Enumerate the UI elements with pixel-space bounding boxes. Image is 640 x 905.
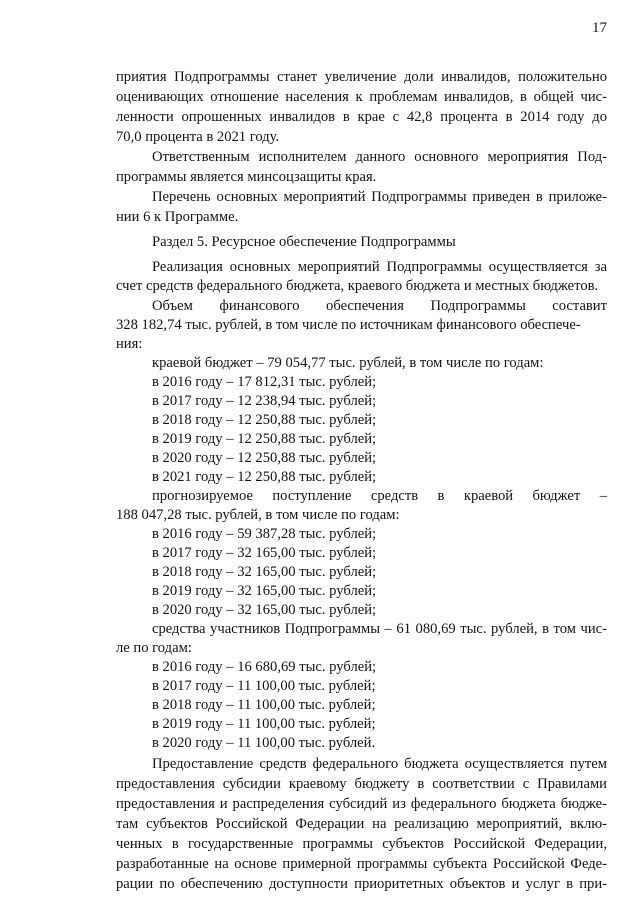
text-line: в 2018 году – 32 165,00 тыс. рублей; [152,564,377,580]
text-line: прогнозируемое поступление средств в краевой бюджет – [152,488,607,504]
text-line: в 2019 году – 32 165,00 тыс. рублей; [152,583,377,599]
text-line: 328 182,74 тыс. рублей, в том числе по источникам финансового обеспече- [116,317,581,333]
page-number: 17 [592,20,607,36]
text-line: разработанные на основе примерной программы субъекта Российской Феде- [116,856,607,872]
section-heading: Раздел 5. Ресурсное обеспечение Подпрограммы [152,234,456,250]
text-line: приятия Подпрограммы станет увеличение доли инвалидов, положительно [116,69,607,85]
text-line: в 2019 году – 11 100,00 тыс. рублей; [152,716,376,732]
text-line: Предоставление средств федерального бюджета осуществляется путем [152,756,607,772]
text-line: нии 6 к Программе. [116,209,239,225]
text-line: рации по обеспечению доступности приоритетных объектов и услуг в при- [116,876,607,892]
text-line: оценивающих отношение населения к проблемам инвалидов, в общей чис- [116,89,607,105]
text-line: ленности опрошенных инвалидов в крае с 42,8 процента в 2014 году до [116,109,607,125]
text-line: ле по годам: [116,640,192,656]
text-line: 188 047,28 тыс. рублей, в том числе по годам: [116,507,400,523]
text-line: ния: [116,336,143,352]
text-line: ченных в государственные программы субъектов Российской Федерации, [116,836,607,852]
text-line: Реализация основных мероприятий Подпрограммы осуществляется за [152,259,607,275]
text-line: в 2019 году – 12 250,88 тыс. рублей; [152,431,377,447]
text-line: в 2020 году – 32 165,00 тыс. рублей; [152,602,377,618]
text-line: Ответственным исполнителем данного основного мероприятия Под- [152,149,607,165]
text-line: предоставления и распределения субсидий из федерального бюджета бюдже- [116,796,607,812]
text-line: краевой бюджет – 79 054,77 тыс. рублей, в том числе по годам: [152,355,544,371]
text-line: Объем финансового обеспечения Подпрограммы составит [152,298,607,314]
text-line: в 2018 году – 11 100,00 тыс. рублей; [152,697,376,713]
text-line: предоставления субсидии краевому бюджету в соответствии с Правилами [116,776,607,792]
text-line: в 2018 году – 12 250,88 тыс. рублей; [152,412,377,428]
text-line: в 2016 году – 59 387,28 тыс. рублей; [152,526,377,542]
text-line: в 2016 году – 17 812,31 тыс. рублей; [152,374,377,390]
text-line: там субъектов Российской Федерации на реализацию мероприятий, вклю- [116,816,607,832]
text-line: в 2016 году – 16 680,69 тыс. рублей; [152,659,377,675]
text-line: в 2020 году – 12 250,88 тыс. рублей; [152,450,377,466]
text-line: программы является минсоцзащиты края. [116,169,377,185]
text-line: средства участников Подпрограммы – 61 080,69 тыс. рублей, в том чис- [152,621,607,637]
text-line: счет средств федерального бюджета, краевого бюджета и местных бюджетов. [116,278,599,294]
text-line: в 2021 году – 12 250,88 тыс. рублей; [152,469,377,485]
text-line: 70,0 процента в 2021 году. [116,129,280,145]
text-line: в 2017 году – 12 238,94 тыс. рублей; [152,393,377,409]
text-line: в 2017 году – 11 100,00 тыс. рублей; [152,678,376,694]
text-line: в 2020 году – 11 100,00 тыс. рублей. [152,735,376,751]
text-line: в 2017 году – 32 165,00 тыс. рублей; [152,545,377,561]
text-line: Перечень основных мероприятий Подпрограммы приведен в приложе- [152,189,607,205]
